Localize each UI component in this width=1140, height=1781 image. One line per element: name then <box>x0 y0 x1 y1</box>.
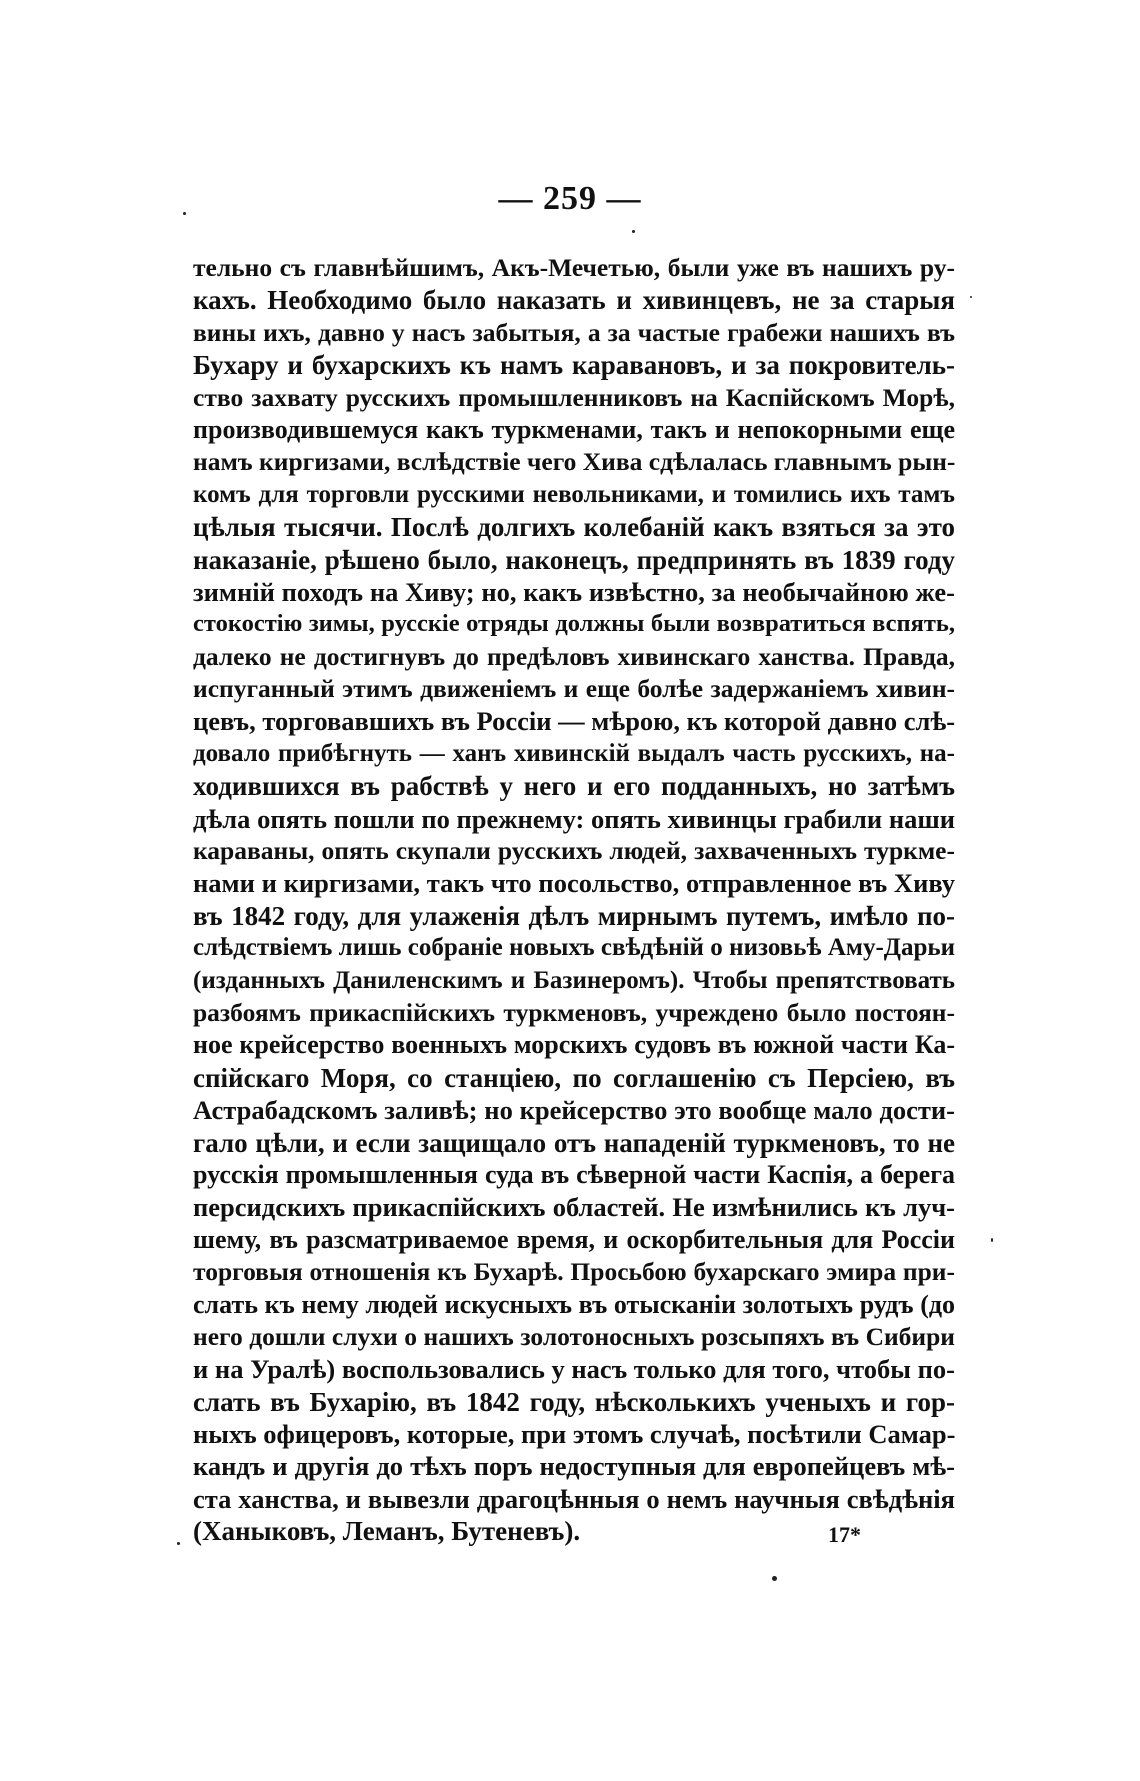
printer-signature-mark: 17* <box>828 1522 861 1547</box>
text-line: слать къ нему людей искусныхъ въ отысканіи золотыхъ рудъ (до <box>193 1289 955 1319</box>
text-line: стокостію зимы, русскіе отряды должны были возвратиться вспять, <box>193 610 955 638</box>
text-line: и на Уралѣ) воспользовались у насъ только для того, чтобы по- <box>193 1354 955 1385</box>
text-line: наказаніе, рѣшено было, наконецъ, предпринять въ 1839 году <box>193 544 955 575</box>
scan-speck <box>970 296 972 298</box>
text-line: ходившихся въ рабствѣ у него и его подданныхъ, но затѣмъ <box>193 771 955 802</box>
text-line: кандъ и другія до тѣхъ поръ недоступныя для европейцевъ мѣ- <box>193 1451 955 1482</box>
text-line: зимній походъ на Хиву; но, какъ извѣстно, за необычайною же- <box>193 576 955 607</box>
text-line: далеко не достигнувъ до предѣловъ хивинскаго ханства. Правда, <box>193 641 955 671</box>
text-line: комъ для торговли русскими невольниками, и томились ихъ тамъ <box>193 480 955 508</box>
text-line: цѣлыя тысячи. Послѣ долгихъ колебаній какъ взяться за это <box>193 512 955 543</box>
text-line: цевъ, торговавшихъ въ Россіи — мѣрою, къ которой давно слѣ- <box>193 706 955 737</box>
text-line: намъ киргизами, вслѣдствіе чего Хива сдѣлалась главнымъ рын- <box>193 447 955 477</box>
text-line: шему, въ разсматриваемое время, и оскорбительныя для Россіи <box>193 1224 955 1254</box>
body-text <box>193 252 955 1548</box>
text-line: въ 1842 году, для улаженія дѣлъ мирнымъ путемъ, имѣло по- <box>193 900 955 931</box>
text-line: разбоямъ прикаспійскихъ туркменовъ, учреждено было постоян- <box>193 997 955 1027</box>
text-line: ное крейсерство военныхъ морскихъ судовъ въ южной части Ка- <box>193 1030 955 1060</box>
text-line: гало цѣли, и если защищало отъ нападеній туркменовъ, то не <box>193 1127 955 1158</box>
text-line: довало прибѣгнуть — ханъ хивинскій выдалъ часть русскихъ, на- <box>193 739 955 767</box>
text-line: караваны, опять скупали русскихъ людей, захваченныхъ туркме- <box>193 836 955 866</box>
text-line: него дошли слухи о нашихъ золотоносныхъ розсыпяхъ въ Сибири <box>193 1321 955 1351</box>
text-line: испуганный этимъ движеніемъ и еще болѣе задержаніемъ хивин- <box>193 674 955 704</box>
text-line: нами и киргизами, такъ что посольство, отправленное въ Хиву <box>193 868 955 899</box>
scan-speck <box>991 1238 993 1242</box>
page-number: — 259 — <box>498 180 642 217</box>
text-line: кахъ. Необходимо было наказать и хивинцевъ, не за старыя <box>193 285 955 316</box>
scan-speck <box>772 1576 777 1581</box>
text-line: ство захвату русскихъ промышленниковъ на Каспійскомъ Морѣ, <box>193 382 955 412</box>
text-line: производившемуся какъ туркменами, такъ и непокорными еще <box>193 414 955 444</box>
text-line: (Ханыковъ, Леманъ, Бутеневъ). <box>193 1516 581 1547</box>
text-line: вины ихъ, давно у насъ забытыя, а за частые грабежи нашихъ въ <box>193 317 955 347</box>
scan-speck <box>632 230 635 233</box>
scan-speck <box>177 1542 180 1545</box>
text-line: персидскихъ прикаспійскихъ областей. Не измѣнились къ луч- <box>193 1192 955 1223</box>
text-line: торговыя отношенія къ Бухарѣ. Просьбою бухарскаго эмира при- <box>193 1257 955 1287</box>
text-line: (изданныхъ Даниленскимъ и Базинеромъ). Чтобы препятствовать <box>193 966 955 994</box>
text-line: тельно съ главнѣйшимъ, Акъ-Мечетью, были уже въ нашихъ ру- <box>193 253 955 282</box>
text-line: слать въ Бухарію, въ 1842 году, нѣсколькихъ ученыхъ и гор- <box>193 1386 955 1417</box>
text-line: Астрабадскомъ заливѣ; но крейсерство это вообще мало дости- <box>193 1095 955 1126</box>
text-line: Бухару и бухарскихъ къ намъ каравановъ, и за покровитель- <box>193 350 955 381</box>
text-line: русскія промышленныя суда въ сѣверной части Каспія, а берега <box>193 1159 955 1189</box>
scan-speck <box>183 212 186 215</box>
text-line: дѣла опять пошли по прежнему: опять хивинцы грабили наши <box>193 803 955 834</box>
text-line: слѣдствіемъ лишь собраніе новыхъ свѣдѣній о низовьѣ Аму-Дарьи <box>193 934 955 962</box>
text-line: ныхъ офицеровъ, которые, при этомъ случаѣ, посѣтили Самар- <box>193 1419 955 1450</box>
text-line: ста ханства, и вывезли драгоцѣнныя о немъ научныя свѣдѣнія <box>193 1483 955 1514</box>
text-line: спійскаго Моря, со станціею, по соглашенію съ Персіею, въ <box>193 1062 955 1093</box>
